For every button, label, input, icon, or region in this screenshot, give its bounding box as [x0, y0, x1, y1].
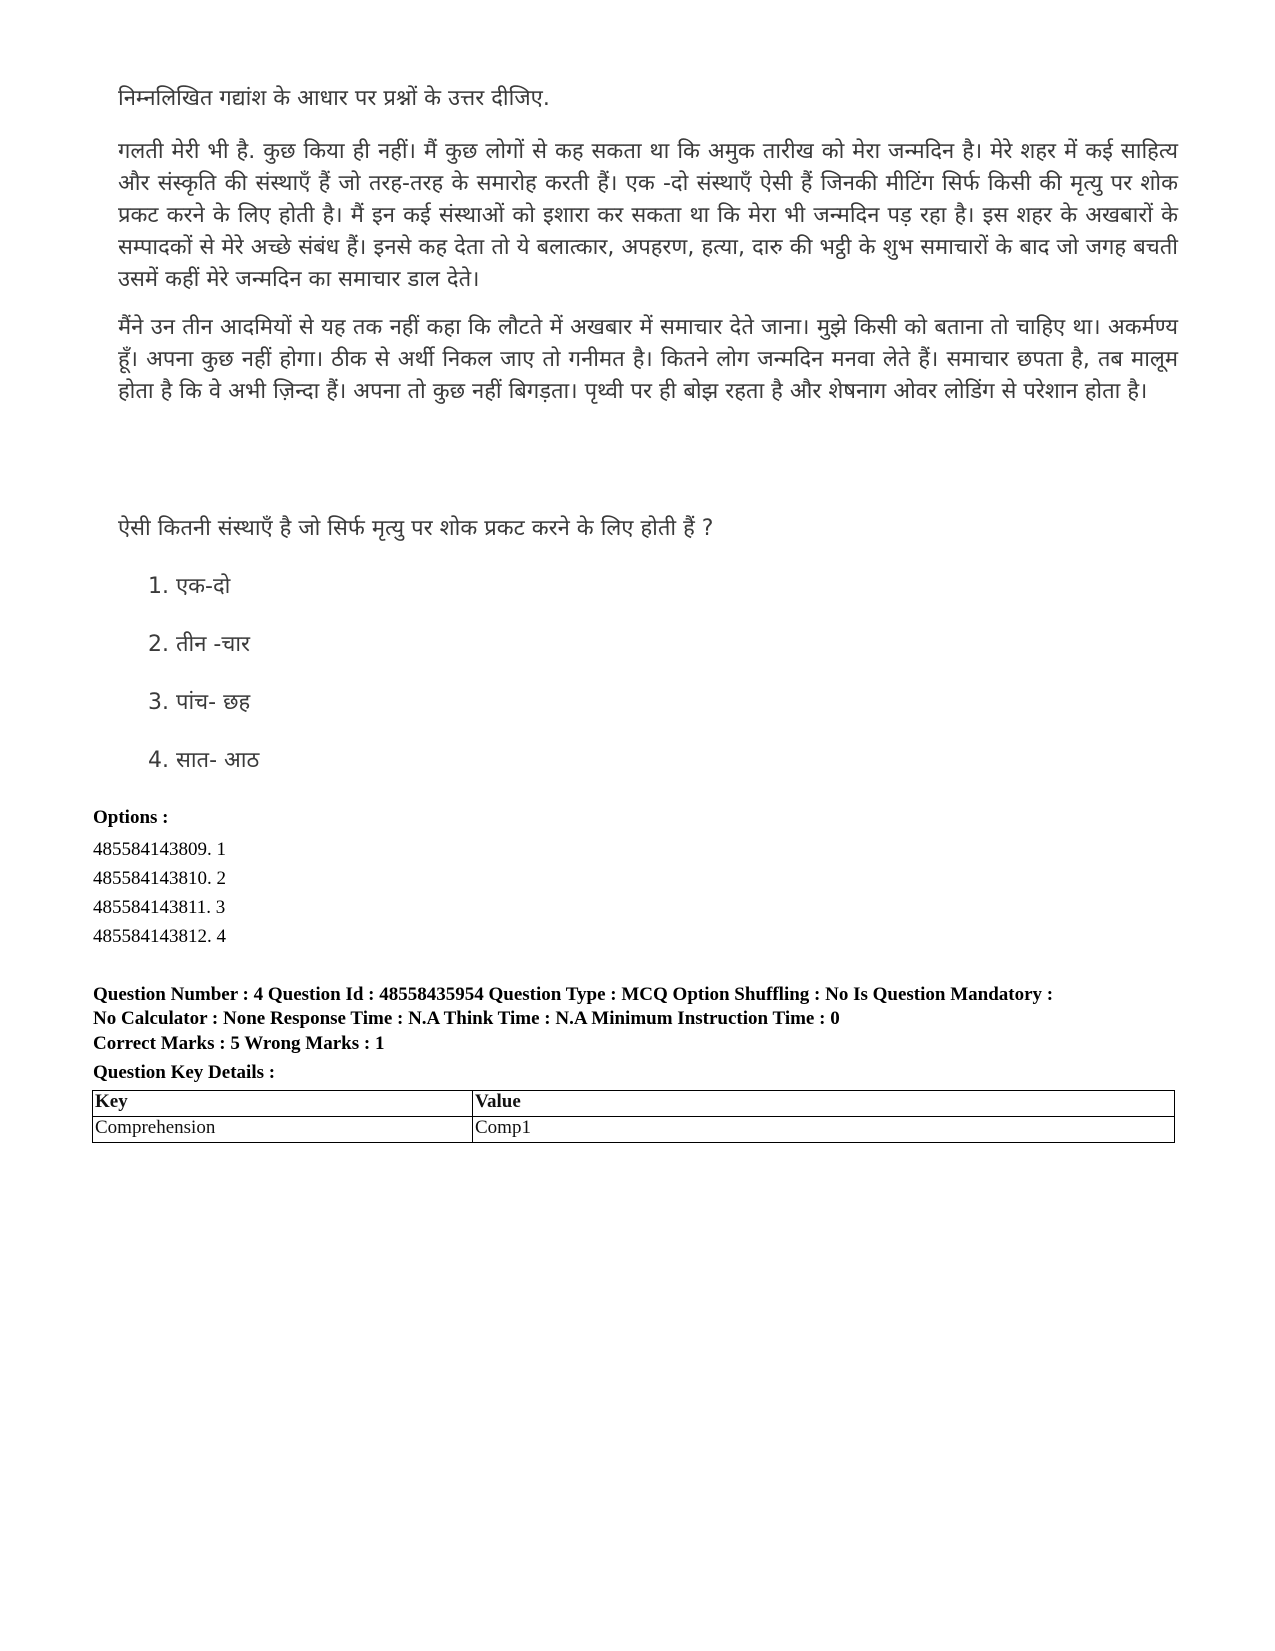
key-details-table — [92, 1090, 1175, 1143]
question-info — [93, 983, 1193, 1031]
option-item-3: 485584143811. 3 — [93, 897, 226, 918]
option-item-4: 485584143812. 4 — [93, 926, 226, 947]
table-cell-key: Comprehension — [93, 1117, 473, 1143]
option-item-1: 485584143809. 1 — [93, 839, 226, 860]
passage-instruction: निम्नलिखित गद्यांश के आधार पर प्रश्नों के उत्तर दीजिए. — [118, 86, 550, 111]
question-info-line-2: No Calculator : None Response Time : N.A Think Time : N.A Minimum Instruction Time : 0 — [93, 1008, 840, 1029]
table-row — [93, 1117, 1175, 1143]
passage-paragraph-2: मैंने उन तीन आदमियों से यह तक नहीं कहा कि लौटते में अखबार में समाचार देते जाना। मुझे किसी को बताना तो चाहिए था। अकर्मण्य हूँ। अपना कुछ नहीं होगा। ठीक से अर्थी निकल जाए तो गनीमत है। कितने लोग जन्मदिन मनवा लेते हैं। समाचार छपता है, तब मालूम होता है कि वे अभी ज़िन्दा हैं। अपना तो कुछ नहीं बिगड़ता। पृथ्वी पर ही बोझ रहता है और शेषनाग ओवर लोडिंग से परेशान होता है। — [118, 315, 1178, 404]
table-header-row — [93, 1091, 1175, 1117]
option-item-2: 485584143810. 2 — [93, 868, 226, 889]
question-image — [118, 84, 1178, 773]
answer-choices — [148, 572, 259, 804]
table-header-key: Key — [93, 1091, 473, 1117]
answer-choice-1: 1. एक-दो — [148, 574, 231, 599]
marks-line: Correct Marks : 5 Wrong Marks : 1 — [93, 1033, 385, 1054]
answer-choice-2: 2. तीन -चार — [148, 632, 251, 657]
answer-choice-4: 4. सात- आठ — [148, 748, 260, 773]
table-cell-value: Comp1 — [473, 1117, 1175, 1143]
passage-paragraph-1: गलती मेरी भी है. कुछ किया ही नहीं। मैं कुछ लोगों से कह सकता था कि अमुक तारीख को मेरा जन्मदिन है। मेरे शहर में कई साहित्य और संस्कृति की संस्थाएँ हैं जो तरह-तरह के समारोह करती हैं। एक -दो संस्थाएँ ऐसी हैं जिनकी मीटिंग सिर्फ किसी की मृत्यु पर शोक प्रकट करने के लिए होती है। मैं इन कई संस्थाओं को इशारा कर सकता था कि मेरा भी जन्मदिन पड़ रहा है। इस शहर के अखबारों के सम्पादकों से मेरे अच्छे संबंध हैं। इनसे कह देता तो ये बलात्कार, अपहरण, हत्या, दारु की भट्ठी के शुभ समाचारों के बाद जो जगह बचती उसमें कहीं मेरे जन्मदिन का समाचार डाल देते। — [118, 139, 1178, 292]
key-details-heading: Question Key Details : — [93, 1062, 276, 1083]
options-list — [93, 835, 1193, 951]
table-header-value: Value — [473, 1091, 1175, 1117]
question-text: ऐसी कितनी संस्थाएँ है जो सिर्फ मृत्यु पर शोक प्रकट करने के लिए होती हैं ? — [118, 516, 714, 541]
options-heading: Options : — [93, 807, 169, 828]
question-info-line-1: Question Number : 4 Question Id : 48558435954 Question Type : MCQ Option Shuffling : No Is Question Mandatory : — [93, 984, 1054, 1005]
answer-choice-3: 3. पांच- छह — [148, 690, 251, 715]
